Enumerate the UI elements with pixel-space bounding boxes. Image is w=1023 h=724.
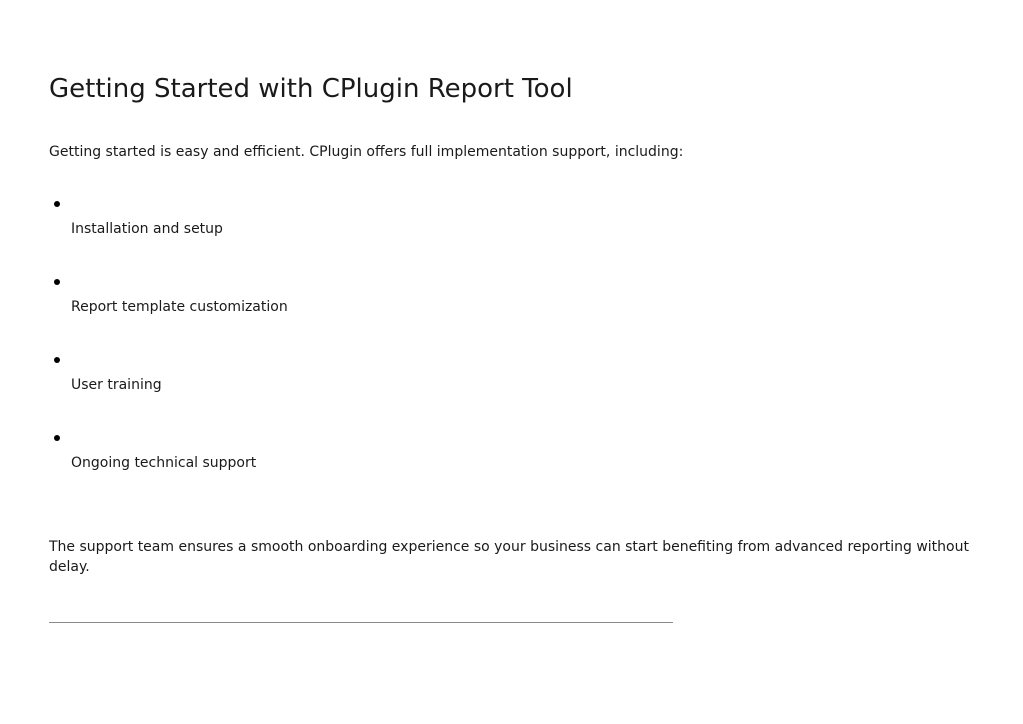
list-item-label: Report template customization [71,299,288,315]
divider [49,622,673,623]
intro-paragraph: Getting started is easy and efficient. CPlugin offers full implementation support, including: [49,144,684,160]
closing-paragraph: The support team ensures a smooth onboarding experience so your business can start benefiting from advanced reporting without delay. [49,539,969,575]
bullet-icon [54,435,60,441]
list-item-label: Installation and setup [71,221,223,237]
page-title: Getting Started with CPlugin Report Tool [49,74,573,104]
bullet-icon [54,201,60,207]
list-item-label: Ongoing technical support [71,455,257,471]
bullet-icon [54,357,60,363]
list-item-label: User training [71,377,162,393]
bullet-icon [54,279,60,285]
